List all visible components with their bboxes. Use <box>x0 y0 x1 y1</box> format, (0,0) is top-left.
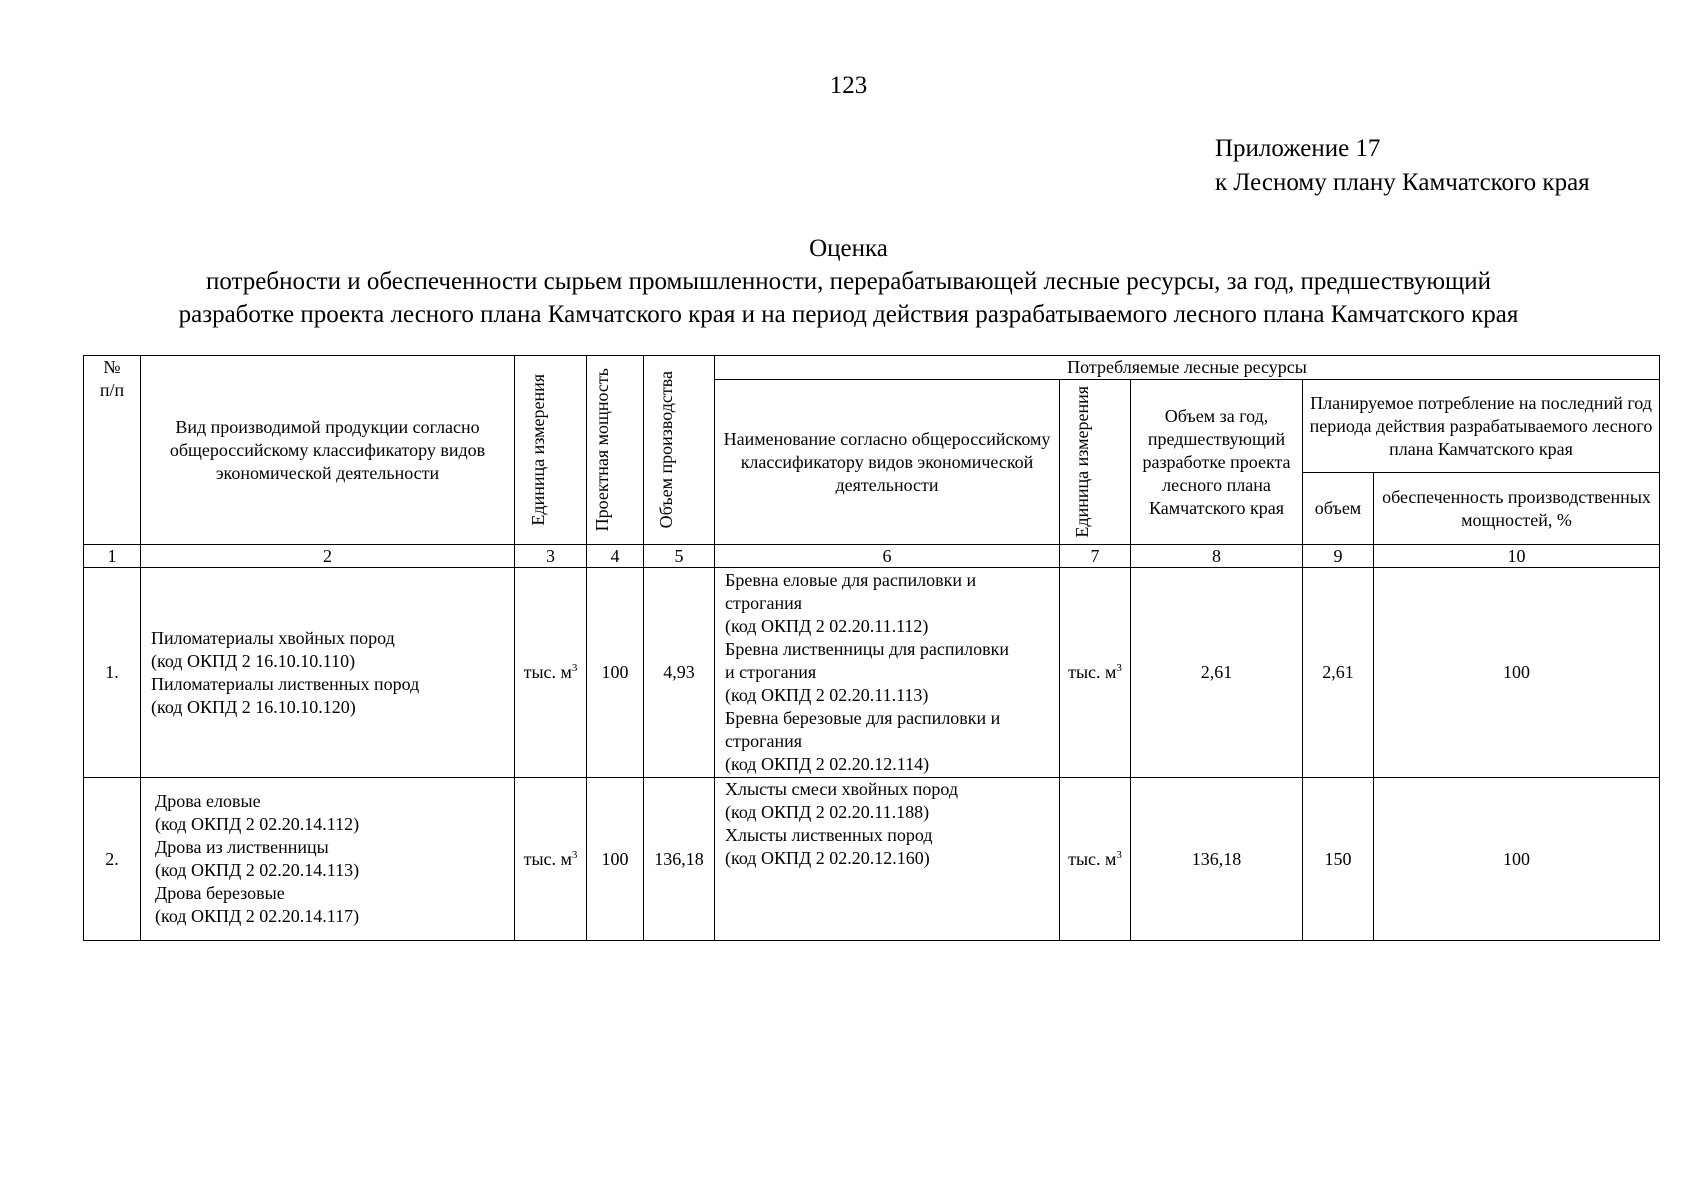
header-unit <box>515 356 587 545</box>
header-planned-supply: обеспеченность производственных мощностей, % <box>1374 473 1660 545</box>
column-number: 5 <box>644 545 715 568</box>
table-row <box>84 778 1660 941</box>
column-number: 10 <box>1374 545 1660 568</box>
header-consumed: Потребляемые лесные ресурсы <box>715 356 1660 380</box>
row-unit-sup: 3 <box>571 662 578 674</box>
header-volume-text: Объем производства <box>656 371 676 529</box>
row-volume: 136,18 <box>644 778 715 941</box>
row-prev-year: 2,61 <box>1131 568 1303 778</box>
column-number: 2 <box>141 545 515 568</box>
row-unit-text: тыс. м <box>523 848 572 869</box>
appendix-line-2: к Лесному плану Камчатского края <box>1215 169 1590 196</box>
column-numbers-row <box>84 545 1660 568</box>
header-unit-text: Единица измерения <box>527 374 548 526</box>
row-resource-name: Бревна еловые для распиловки и строгания (код ОКПД 2 02.20.11.112) Бревна лиственницы для распиловки и строгания (код ОКПД 2 02.20.11.113) Бревна березовые для распиловки и строгания (код ОКПД 2 02.20.12.114) <box>715 568 1060 778</box>
column-number: 6 <box>715 545 1060 568</box>
table-row <box>84 568 1660 778</box>
column-number: 4 <box>587 545 644 568</box>
title-heading: Оценка <box>809 235 888 262</box>
row-unit <box>515 568 587 778</box>
page-number: 123 <box>829 72 868 99</box>
row-planned-volume: 150 <box>1303 778 1374 941</box>
header-planned-volume: объем <box>1303 473 1374 545</box>
row-planned-supply: 100 <box>1374 778 1660 941</box>
header-resource-unit <box>1060 380 1131 545</box>
row-unit-text: тыс. м <box>523 662 572 682</box>
header-volume <box>644 356 715 545</box>
header-product: Вид производимой продукции согласно общероссийскому классификатору видов экономической деятельности <box>141 356 515 545</box>
row-prev-year: 136,18 <box>1131 778 1303 941</box>
assessment-table <box>83 355 1660 941</box>
row-resource-unit-sup: 3 <box>1116 848 1122 861</box>
row-unit <box>515 778 587 941</box>
column-number: 1 <box>84 545 141 568</box>
header-planned: Планируемое потребление на последний год периода действия разрабатываемого лесного плана Камчатского края <box>1303 380 1660 473</box>
row-resource-unit-text: тыс. м <box>1068 662 1117 682</box>
row-volume: 4,93 <box>644 568 715 778</box>
header-resource-unit-text: Единица измерения <box>1072 386 1092 538</box>
header-resource-name: Наименование согласно общероссийскому классификатору видов экономической деятельности <box>715 380 1060 545</box>
row-capacity: 100 <box>587 778 644 941</box>
row-resource-unit-sup: 3 <box>1116 662 1122 674</box>
appendix-line-1: Приложение 17 <box>1215 135 1381 162</box>
header-capacity-text: Проектная мощность <box>592 368 612 532</box>
row-num: 2. <box>84 778 141 941</box>
row-resource-unit <box>1060 778 1131 941</box>
header-prev-year: Объем за год, предшествующий разработке проекта лесного плана Камчатского края <box>1131 380 1303 545</box>
title-line-2: разработке проекта лесного плана Камчатского края и на период действия разрабатываемого лесного плана Камчатского края <box>178 301 1519 328</box>
column-number: 3 <box>515 545 587 568</box>
column-number: 9 <box>1303 545 1374 568</box>
title-line-1: потребности и обеспеченности сырьем промышленности, перерабатывающей лесные ресурсы, за год, предшествующий <box>205 268 1492 295</box>
header-capacity <box>587 356 644 545</box>
row-planned-supply: 100 <box>1374 568 1660 778</box>
column-number: 8 <box>1131 545 1303 568</box>
header-num: № п/п <box>84 356 141 545</box>
column-number: 7 <box>1060 545 1131 568</box>
document-title <box>60 232 1637 331</box>
appendix-caption <box>1215 132 1590 200</box>
row-resource-name: Хлысты смеси хвойных пород (код ОКПД 2 02.20.11.188) Хлысты лиственных пород (код ОКПД 2 02.20.12.160) <box>715 778 1060 941</box>
row-product: Дрова еловые (код ОКПД 2 02.20.14.112) Дрова из лиственницы (код ОКПД 2 02.20.14.113) Дрова березовые (код ОКПД 2 02.20.14.117) <box>141 778 515 941</box>
row-num: 1. <box>84 568 141 778</box>
row-planned-volume: 2,61 <box>1303 568 1374 778</box>
row-resource-unit <box>1060 568 1131 778</box>
row-capacity: 100 <box>587 568 644 778</box>
row-unit-sup: 3 <box>571 848 578 861</box>
row-resource-unit-text: тыс. м <box>1068 848 1117 869</box>
row-product: Пиломатериалы хвойных пород (код ОКПД 2 16.10.10.110) Пиломатериалы лиственных пород (код ОКПД 2 16.10.10.120) <box>141 568 515 778</box>
